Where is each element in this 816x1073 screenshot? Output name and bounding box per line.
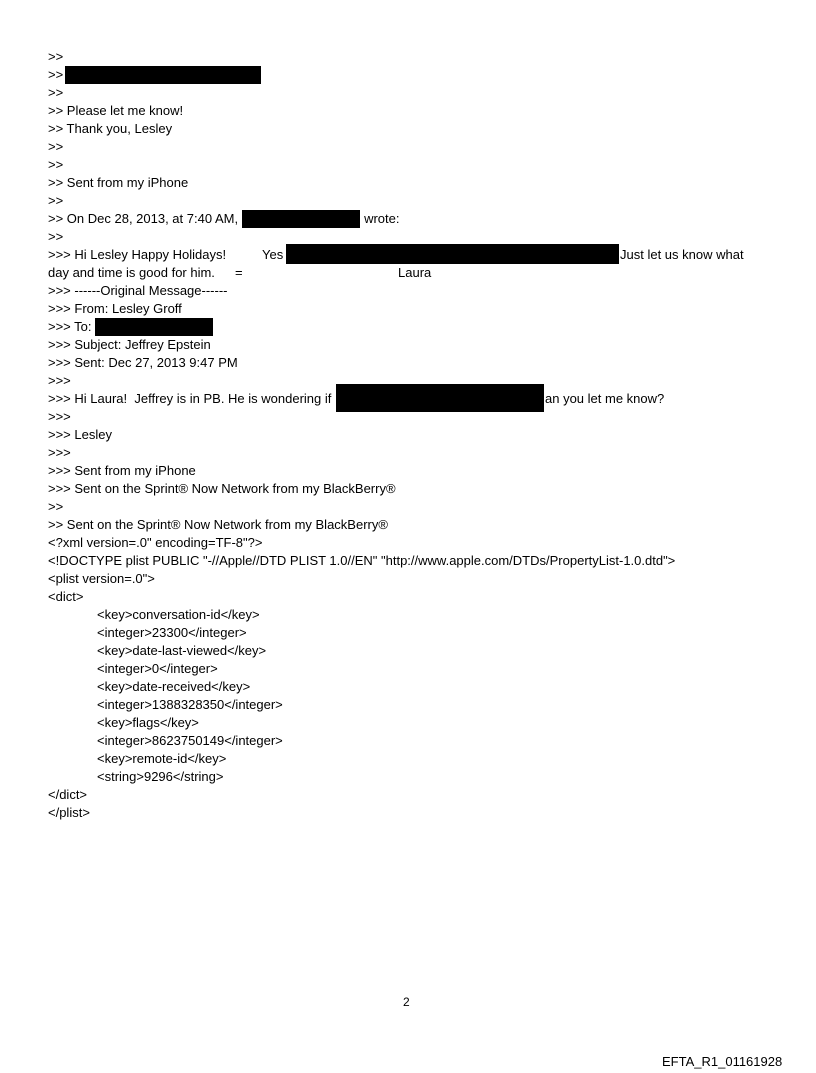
xml-line: </dict> (48, 787, 88, 802)
email-line: >> (48, 66, 261, 84)
xml-line: <integer>1388328350</integer> (97, 697, 283, 712)
email-line: >> Thank you, Lesley (48, 121, 173, 136)
email-line: >> Please let me know! (48, 103, 184, 118)
email-line: >>> Hi Laura! Jeffrey is in PB. He is wondering if (48, 391, 332, 406)
email-line: >> Sent on the Sprint® Now Network from my BlackBerry® (48, 517, 388, 532)
email-line: >>> To: (48, 318, 213, 336)
xml-line: <key>date-last-viewed</key> (97, 643, 267, 658)
email-line: >> (48, 229, 64, 244)
email-line: >>> Sent on the Sprint® Now Network from my BlackBerry® (48, 481, 396, 496)
email-line: >>> Sent from my iPhone (48, 463, 196, 478)
document-id: EFTA_R1_01161928 (662, 1054, 783, 1069)
email-line: = (235, 265, 243, 280)
email-line: >>> From: Lesley Groff (48, 301, 182, 316)
email-line: an you let me know? (545, 391, 665, 406)
xml-line: <dict> (48, 589, 84, 604)
xml-line: <key>date-received</key> (97, 679, 251, 694)
email-line: Laura (398, 265, 432, 280)
email-line: >>> (48, 409, 71, 424)
xml-line: <integer>23300</integer> (97, 625, 247, 640)
xml-line: <key>flags</key> (97, 715, 199, 730)
xml-line: <string>9296</string> (97, 769, 224, 784)
xml-line: <?xml version=.0" encoding=TF-8"?> (48, 535, 263, 550)
email-line: >>> Sent: Dec 27, 2013 9:47 PM (48, 355, 238, 370)
redaction-block (336, 384, 544, 412)
xml-line: <!DOCTYPE plist PUBLIC "-//Apple//DTD PLIST 1.0//EN" "http://www.apple.com/DTDs/PropertyList-1.0.dtd"> (48, 553, 676, 568)
email-line: >> Sent from my iPhone (48, 175, 189, 190)
email-line: >> On Dec 28, 2013, at 7:40 AM, wrote: (48, 211, 400, 226)
email-line: Yes (262, 247, 284, 262)
email-line: >>> (48, 373, 71, 388)
email-line: >>> Lesley (48, 427, 112, 442)
redaction-block (65, 66, 261, 84)
email-line: >>> Subject: Jeffrey Epstein (48, 337, 211, 352)
email-line: day and time is good for him. (48, 265, 215, 280)
email-line: >> (48, 85, 64, 100)
email-line: >> (48, 49, 64, 64)
email-line: >>> Hi Lesley Happy Holidays! (48, 247, 227, 262)
xml-line: </plist> (48, 805, 90, 820)
email-line: >> (48, 193, 64, 208)
xml-line: <plist version=.0"> (48, 571, 155, 586)
redaction-block (95, 318, 213, 336)
redaction-block (286, 244, 619, 264)
email-line: >> (48, 139, 64, 154)
page-number: 2 (403, 995, 410, 1009)
xml-line: <key>conversation-id</key> (97, 607, 260, 622)
xml-line: <key>remote-id</key> (97, 751, 227, 766)
redaction-block (242, 210, 360, 228)
email-line: >> (48, 157, 64, 172)
email-line: Just let us know what (620, 247, 744, 262)
email-line: >>> (48, 445, 71, 460)
xml-line: <integer>0</integer> (97, 661, 218, 676)
xml-line: <integer>8623750149</integer> (97, 733, 283, 748)
email-line: >>> ------Original Message------ (48, 283, 228, 298)
email-line: >> (48, 499, 64, 514)
